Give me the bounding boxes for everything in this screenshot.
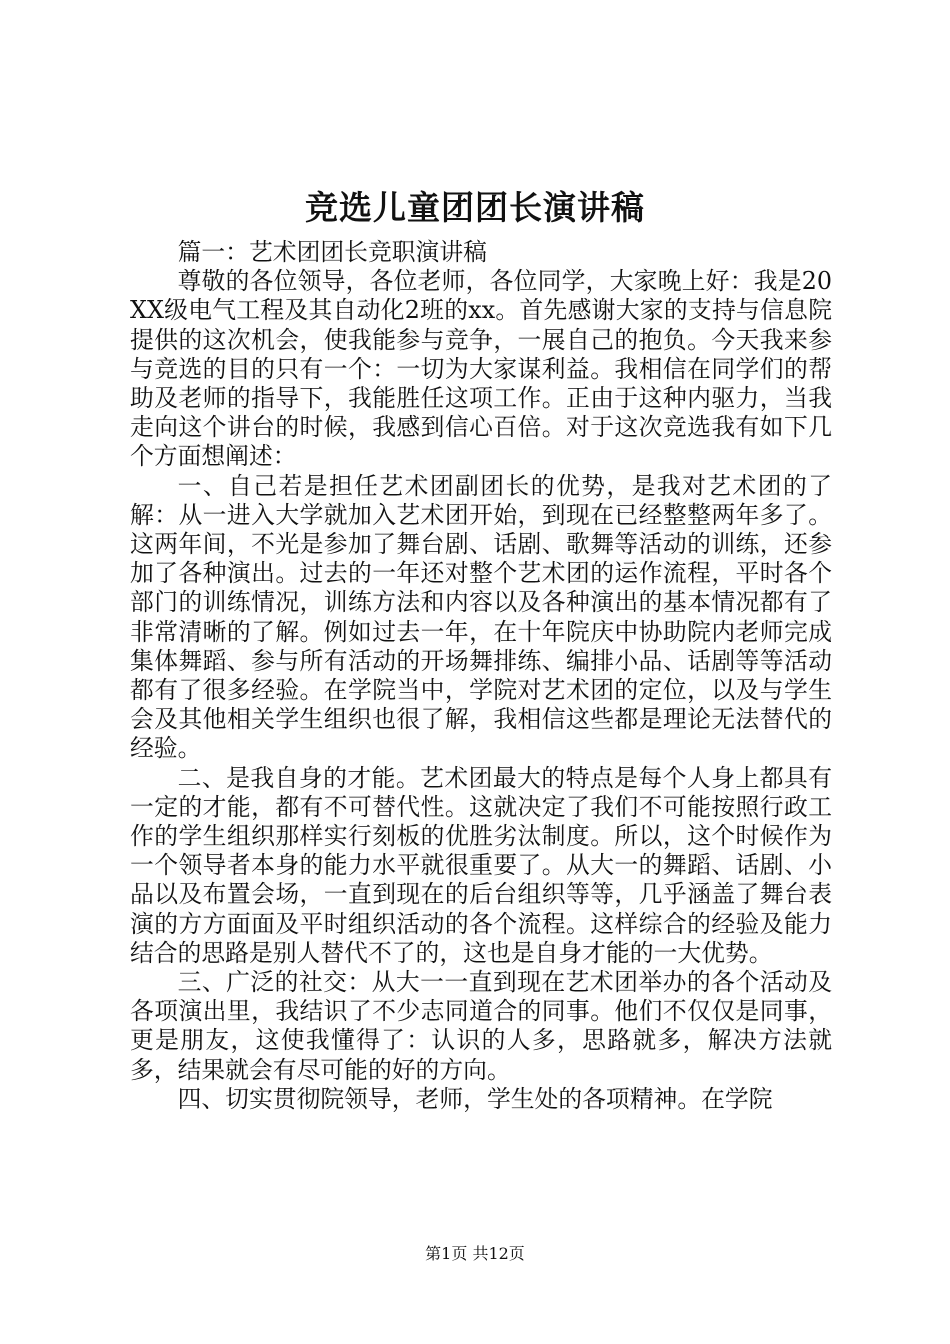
paragraph-greeting: 尊敬的各位领导，各位老师，各位同学，大家晚上好：我是20XX级电气工程及其自动化2班的xx。首先感谢大家的支持与信息院提供的这次机会，使我能参与竞争，一展自己的抱负。今天我来参与竞选的目的只有一个：一切为大家谋利益。我相信在同学们的帮助及老师的指导下，我能胜任这项工作。正由于这种内驱力，当我走向这个讲台的时候，我感到信心百倍。对于这次竞选我有如下几个方面想阐述： <box>130 267 832 471</box>
paragraph-point-2: 二、是我自身的才能。艺术团最大的特点是每个人身上都具有一定的才能，都有不可替代性。这就决定了我们不可能按照行政工作的学生组织那样实行刻板的优胜劣汰制度。所以，这个时候作为一个领导者本身的能力水平就很重要了。从大一的舞蹈、话剧、小品以及布置会场，一直到现在的后台组织等等，几乎涵盖了舞台表演的方方面面及平时组织活动的各个流程。这样综合的经验及能力结合的思路是别人替代不了的，这也是自身才能的一大优势。 <box>130 763 832 967</box>
section-heading: 篇一：艺术团团长竞职演讲稿 <box>177 238 487 266</box>
paragraph-point-3: 三、广泛的社交：从大一一直到现在艺术团举办的各个活动及各项演出里，我结识了不少志同道合的同事。他们不仅仅是同事，更是朋友，这使我懂得了：认识的人多，思路就多，解决方法就多，结果就会有尽可能的好的方向。 <box>130 968 832 1084</box>
document-title: 竞选儿童团团长演讲稿 <box>305 188 645 227</box>
page-number-footer: 第1页 共12页 <box>425 1244 525 1263</box>
document-body <box>130 238 832 1114</box>
paragraph-point-1: 一、自己若是担任艺术团副团长的优势，是我对艺术团的了解：从一进入大学就加入艺术团开始，到现在已经整整两年多了。这两年间，不光是参加了舞台剧、话剧、歌舞等活动的训练，还参加了各种演出。过去的一年还对整个艺术团的运作流程，平时各个部门的训练情况，训练方法和内容以及各种演出的基本情况都有了非常清晰的了解。例如过去一年，在十年院庆中协助院内老师完成集体舞蹈、参与所有活动的开场舞排练、编排小品、话剧等等活动都有了很多经验。在学院当中，学院对艺术团的定位，以及与学生会及其他相关学生组织也很了解，我相信这些都是理论无法替代的经验。 <box>130 471 832 763</box>
paragraph-point-4: 四、切实贯彻院领导，老师，学生处的各项精神。在学院 <box>177 1084 773 1113</box>
